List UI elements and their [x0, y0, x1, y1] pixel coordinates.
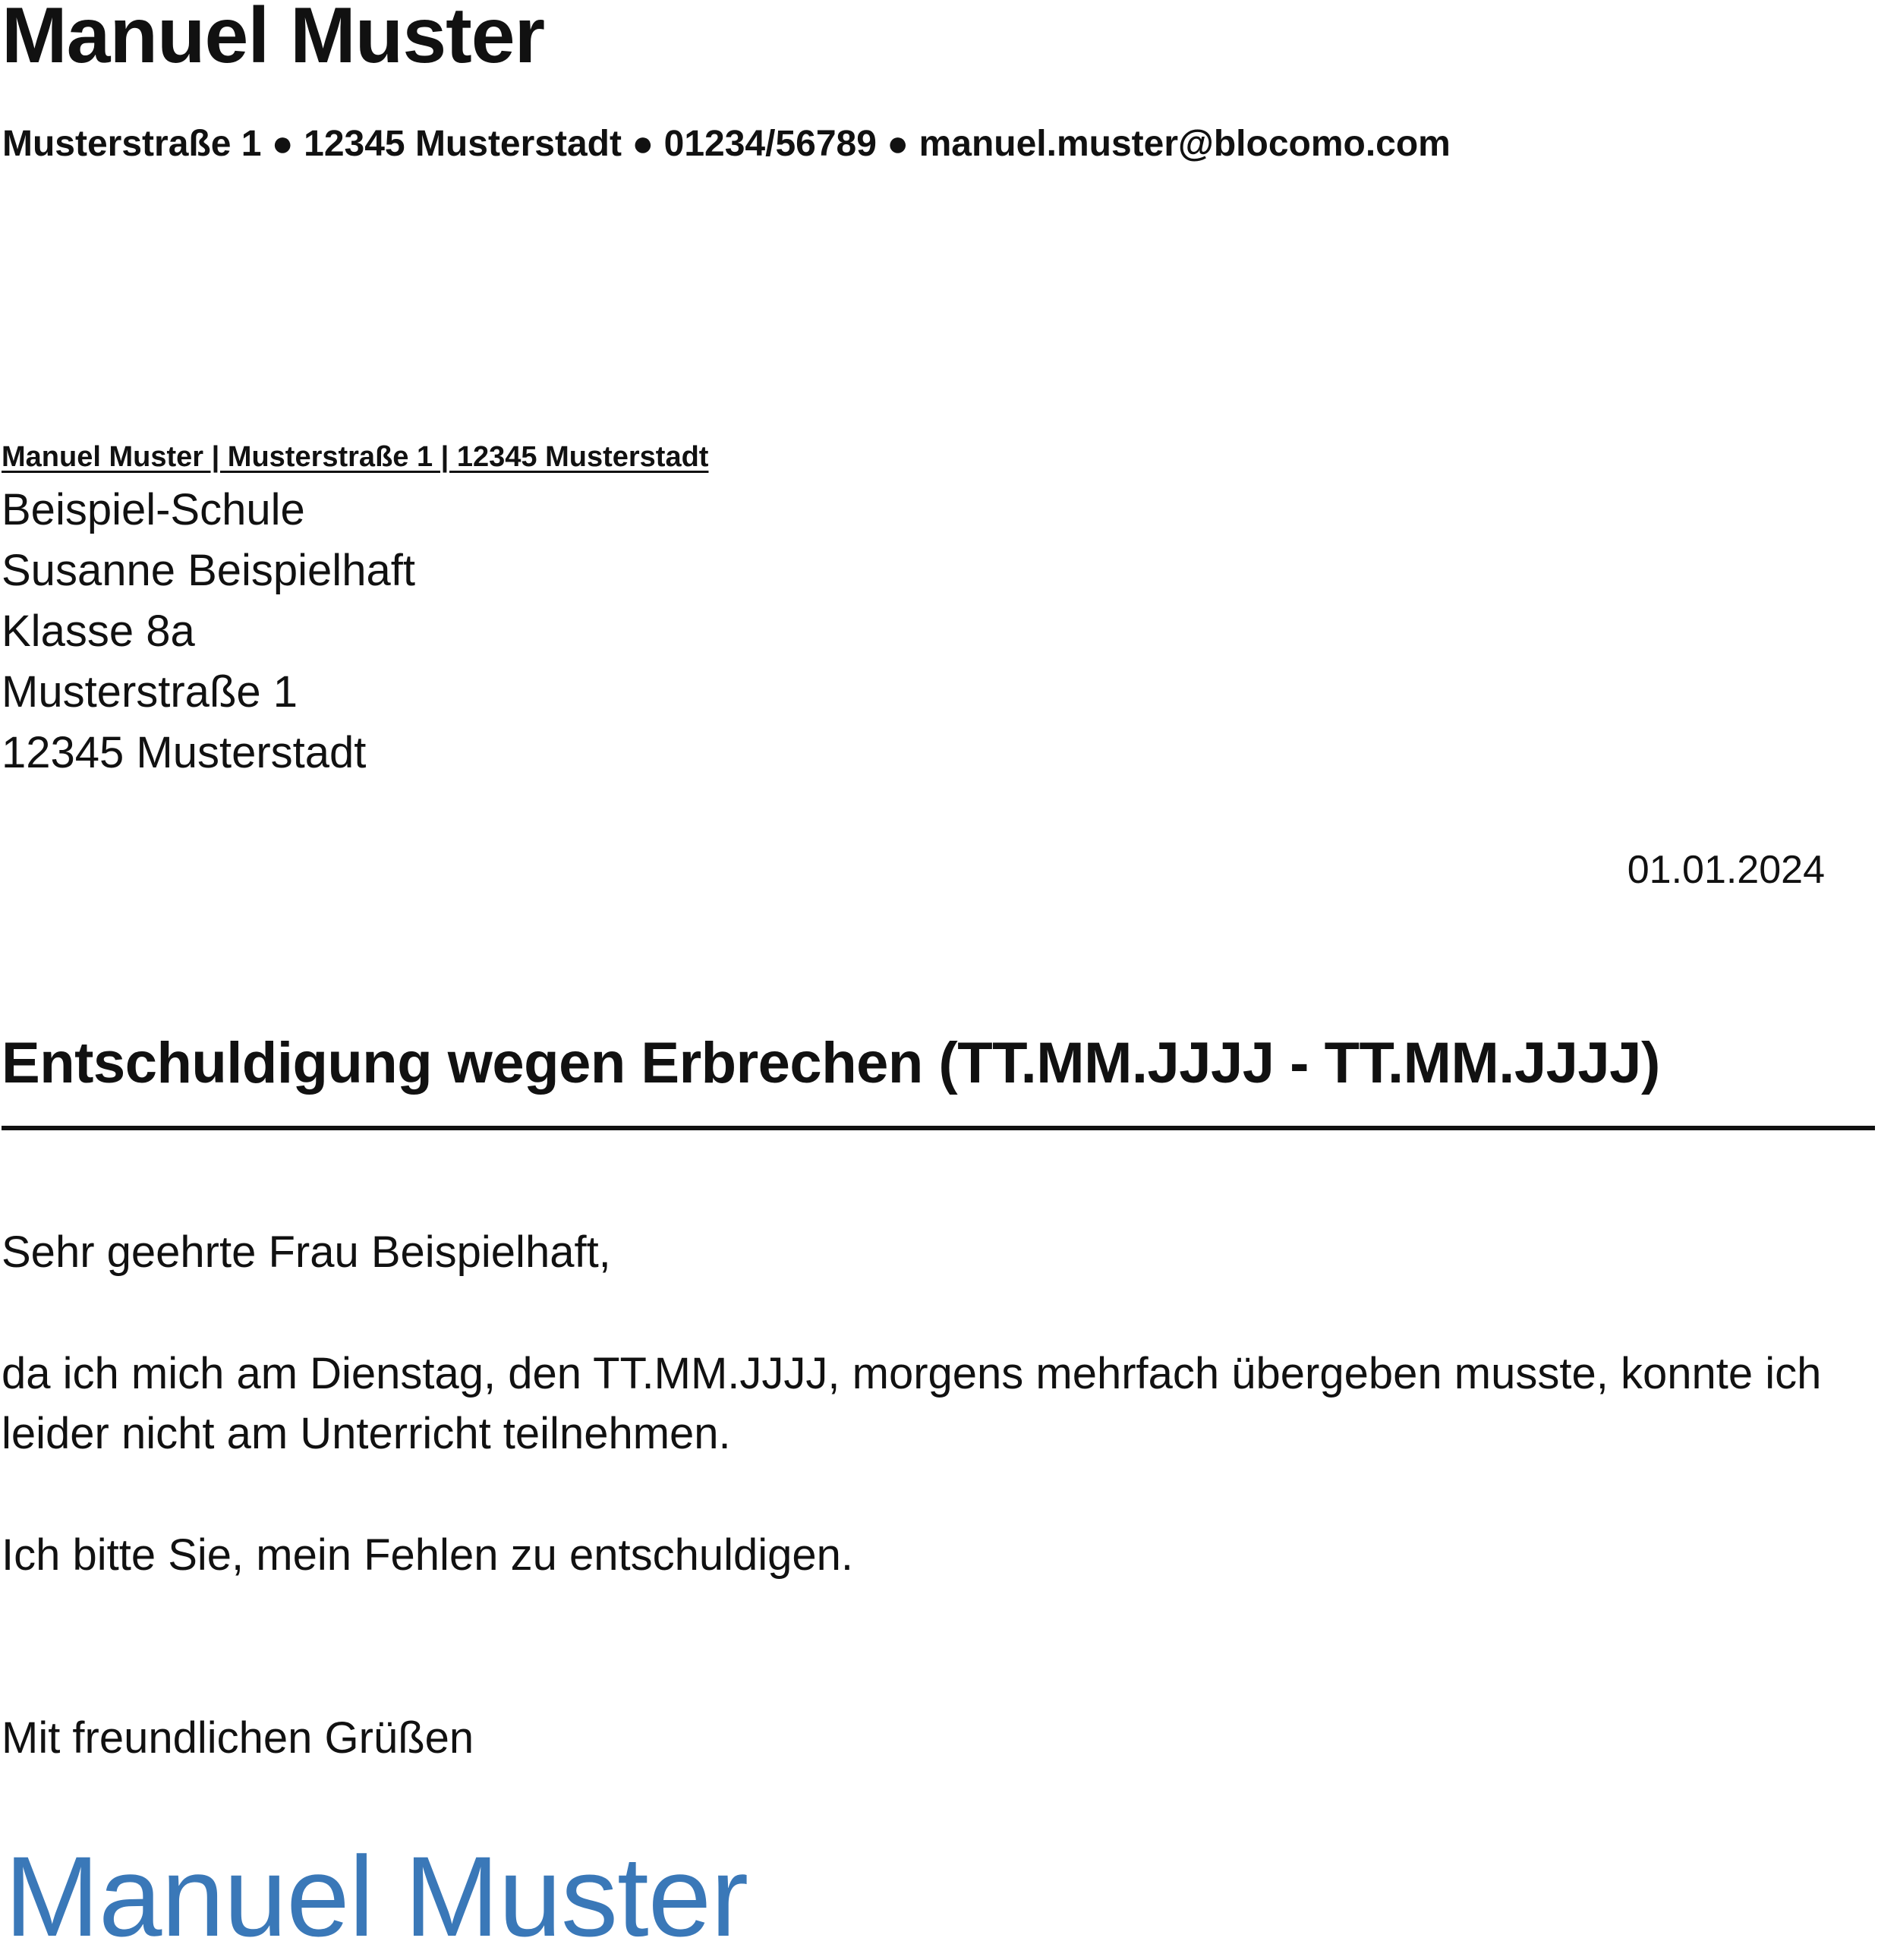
recipient-line-city: 12345 Musterstadt [2, 728, 367, 777]
closing-phrase: Mit freundlichen Grüßen [2, 1713, 474, 1763]
recipient-address-block [2, 480, 415, 783]
return-address-line: Manuel Muster | Musterstraße 1 | 12345 Musterstadt [2, 441, 709, 473]
sender-name-heading: Manuel Muster [2, 0, 545, 80]
letter-date: 01.01.2024 [1627, 848, 1825, 892]
recipient-line-street: Musterstraße 1 [2, 667, 298, 717]
recipient-line-person: Susanne Beispielhaft [2, 546, 415, 595]
recipient-line-school: Beispiel-Schule [2, 485, 305, 534]
salutation: Sehr geehrte Frau Beispielhaft, [2, 1227, 611, 1277]
body-paragraph-1: da ich mich am Dienstag, den TT.MM.JJJJ, morgens mehrfach übergeben musste, konnte ich leider nicht am Unterricht teilnehmen. [2, 1349, 1822, 1458]
subject-line: Entschuldigung wegen Erbrechen (TT.MM.JJJJ - TT.MM.JJJJ) [2, 1031, 1660, 1095]
subject-divider [2, 1126, 1875, 1130]
recipient-line-class: Klasse 8a [2, 607, 195, 656]
sender-contact-line: Musterstraße 1 ● 12345 Musterstadt ● 01234/56789 ● manuel.muster@blocomo.com [2, 124, 1451, 164]
body-paragraph-2: Ich bitte Sie, mein Fehlen zu entschuldigen. [2, 1530, 853, 1580]
signature: Manuel Muster [5, 1832, 748, 1960]
